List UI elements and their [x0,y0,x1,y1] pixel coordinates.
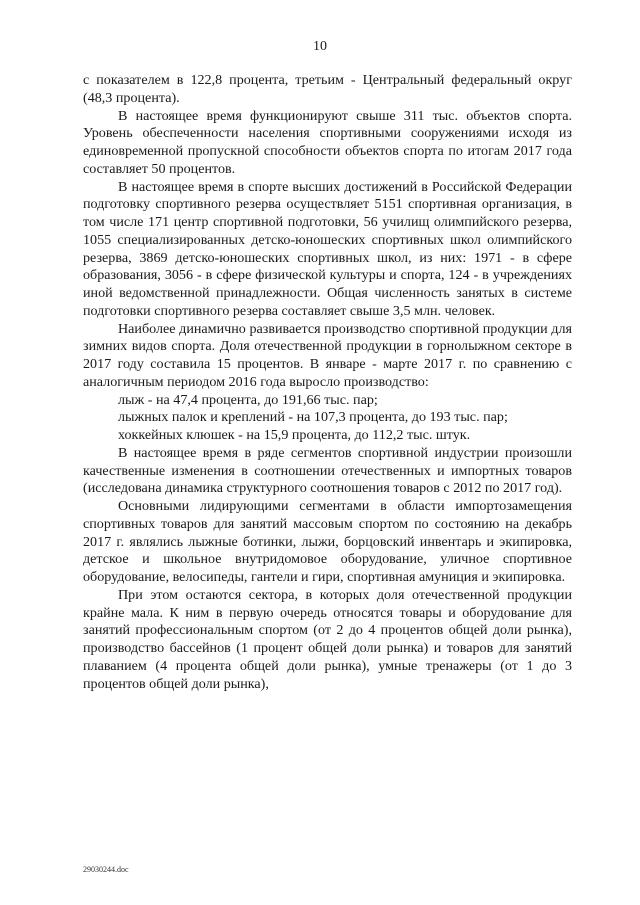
list-item-hockey-sticks: хоккейных клюшек - на 15,9 процента, до 112,2 тыс. штук. [118,427,471,443]
paragraph-sports-facilities: В настоящее время функционируют свыше 311 тыс. объектов спорта. Уровень обеспеченности населения спортивными сооружениями исходя из единовременной пропускной способности объектов спорта по итогам 2017 года составляет 50 процентов. [83,107,572,177]
body-text [83,72,572,693]
list-item-skis: лыж - на 47,4 процента, до 191,66 тыс. пар; [118,391,378,408]
list-item-ski-poles: лыжных палок и креплений - на 107,3 процента, до 193 тыс. пар; [118,409,508,426]
paragraph-continuation: с показателем в 122,8 процента, третьим - Центральный федеральный округ (48,3 процента). [83,72,572,106]
paragraph-low-domestic-share: При этом остаются сектора, в которых доля отечественной продукции крайне мала. К ним в первую очередь относятся товары и оборудование для занятий профессиональным спортом (от 2 до 4 процентов общей доли рынка), производство бассейнов (1 процент общей доли рынка) и товаров для занятий плаванием (4 процента общей доли рынка), умные тренажеры (от 1 до 3 процентов общей доли рынка), [83,586,572,692]
paragraph-import-substitution: Основными лидирующими сегментами в области импортозамещения спортивных товаров для занятий массовым спортом по состоянию на декабрь 2017 г. являлись лыжные ботинки, лыжи, борцовский инвентарь и экипировка, детское и школьное внутридомовое оборудование, уличное спортивное оборудование, велосипеды, гантели и гири, спортивная амуниция и экипировка. [83,498,572,585]
paragraph-winter-sports-production: Наиболее динамично развивается производство спортивной продукции для зимних видов спорта. Доля отечественной продукции в горнолыжном секторе в 2017 году составила 15 процентов. В январе - марте 2017 г. по сравнению с аналогичным периодом 2016 года выросло производство: [83,320,572,390]
paragraph-qualitative-changes: В настоящее время в ряде сегментов спортивной индустрии произошли качественные изменения в соотношении отечественных и импортных товаров (исследована динамика структурного соотношения товаров с 2012 по 2017 год). [83,444,572,497]
page-number: 10 [313,39,327,54]
footer-filename: 29030244.doc [83,865,129,874]
paragraph-sports-reserve: В настоящее время в спорте высших достижений в Российской Федерации подготовку спортивного резерва осуществляет 5151 спортивная организация, в том числе 171 центр спортивной подготовки, 56 училищ олимпийского резерва, 1055 специализированных детско-юношеских спортивных школ олимпийского резерва, 3869 детско-юношеских спортивных школ, из них: 1971 - в сфере образования, 3056 - в сфере физической культуры и спорта, 124 - в учреждениях иной ведомственной принадлежности. Общая численность занятых в системе подготовки спортивного резерва составляет свыше 3,5 млн. человек. [83,178,572,319]
